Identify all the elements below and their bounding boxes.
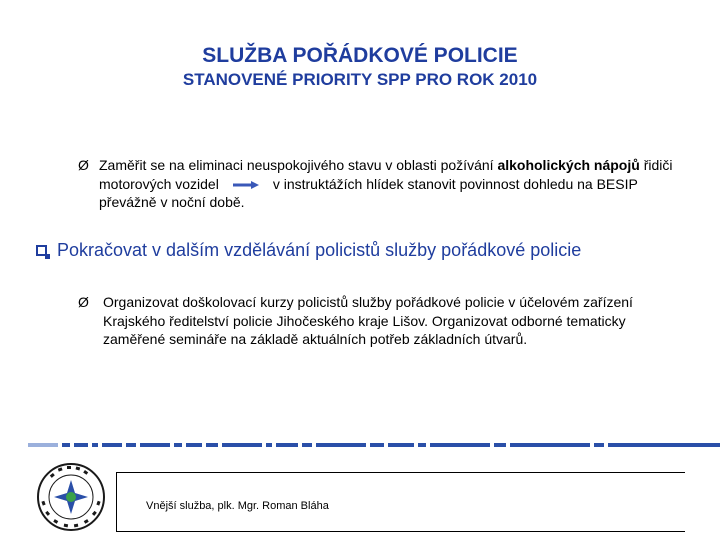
arrow-bullet-icon: Ø xyxy=(78,294,89,310)
bullet-1-part1: Zaměřit se na eliminaci neuspokojivého stavu v oblasti požívání xyxy=(99,157,498,173)
footer-text: Vnější služba, plk. Mgr. Roman Bláha xyxy=(146,500,329,512)
slide-subtitle: STANOVENÉ PRIORITY SPP PRO ROK 2010 xyxy=(182,70,538,89)
slide-title: SLUŽBA POŘÁDKOVÉ POLICIE xyxy=(202,44,518,67)
bullet-1-text xyxy=(99,156,674,212)
main-item-text: Pokračovat v dalším vzdělávání policistů služby pořádkové policie xyxy=(57,240,582,260)
right-arrow-icon xyxy=(233,181,259,189)
bullet-1-part2: řidiči motorových vozidel xyxy=(99,157,673,192)
bullet-1-bold: alkoholických nápojů xyxy=(497,157,640,173)
square-bullet-icon xyxy=(36,245,47,256)
decorative-stripe xyxy=(28,440,720,450)
bullet-1-part3: v instruktážích hlídek stanovit povinnost dohledu na BESIP převážně v noční době. xyxy=(99,175,638,210)
bullet-2-text: Organizovat doškolovací kurzy policistů služby pořádkové policie v účelovém zařízení Krajského ředitelství policie Jihočeského kraje Lišov. Organizovat odborné tematicky zaměřené semináře na základě aktuálních potřeb základních útvarů. xyxy=(103,294,633,347)
police-logo xyxy=(36,462,106,532)
arrow-bullet-icon: Ø xyxy=(78,157,89,173)
